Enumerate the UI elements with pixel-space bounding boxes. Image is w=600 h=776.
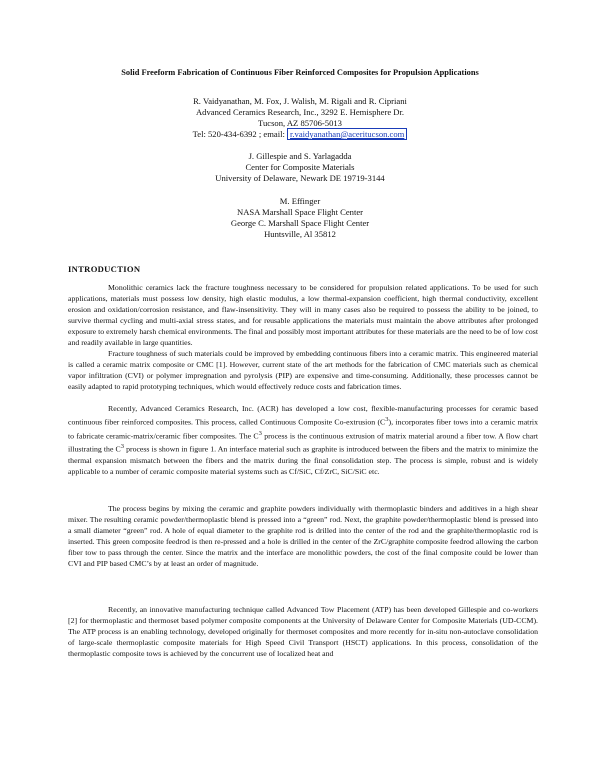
email-link[interactable]: r.vaidyanathan@aceritucson.com xyxy=(287,128,407,140)
paragraph-5-text: Recently, an innovative manufacturing technique called Advanced Tow Placement (ATP) has been developed Gillespie and co-workers [2] for thermoplastic and thermoset based polymer composite components at the University of Delaware Center for Composite Materials (UD-CCM). The ATP process is an enabling technology, developed originally for thermoset composites and more recently for in-situ non-autoclave consolidation of large-scale thermoplastic composite materials for High Speed Civil Transport (HSCT) applications. In this process, consolidation of the thermoplastic composite tows is achieved by the concurrent use of localized heat and xyxy=(68,605,538,659)
paragraph-1-text: Monolithic ceramics lack the fracture toughness necessary to be considered for propulsion related applications. To be used for such applications, materials must possess low density, high elastic modulus, a low thermal-expansion coefficient, high thermal conductivity, excellent erosion and oxidation/corrosion resistance, and flaw-insensitivity. They will in many cases also be required to possess the ability to be joined, to survive thermal cycling and multi-axial stress states, and for reusable applications the materials must maintain the above attributes after prolonged exposure to extremely harsh chemical environments. The final and possibly most important attributes for these materials are the need to be of low cost and readily available in large quantities. xyxy=(68,283,538,348)
city-nasa: Huntsville, Al 35812 xyxy=(264,228,336,239)
authors-udel: J. Gillespie and S. Yarlagadda xyxy=(248,151,352,161)
org-nasa: NASA Marshall Space Flight Center xyxy=(236,206,364,217)
p3-part-c: process is the continuous extrusion of matrix material around a fiber tow. A flow chart illustrating the C xyxy=(68,431,538,455)
paragraph-3 xyxy=(68,403,538,477)
contact-prefix: Tel: 520-434-6392 ; email: xyxy=(192,128,288,139)
p3-part-d: process is shown in figure 1. An interface material such as graphite is introduced between the fibers and the matrix to minimize the thermal expansion mismatch between the fibers and the matrix during the final consolidation step. The process is simple, robust and is widely applicable to a number of ceramic composite material systems such as Cf/SiC, Cf/ZrC, SiC/SiC etc. xyxy=(68,445,538,477)
org2-nasa: George C. Marshall Space Flight Center xyxy=(230,217,370,228)
paragraph-3-text xyxy=(68,403,538,477)
city-acr: Tucson, AZ 85706-5013 xyxy=(258,117,342,128)
paper-title: Solid Freeform Fabrication of Continuous Fiber Reinforced Composites for Propulsion Applications xyxy=(121,68,479,77)
city-udel: University of Delaware, Newark DE 19719-3144 xyxy=(215,172,385,183)
paragraph-2-text: Fracture toughness of such materials could be improved by embedding continuous fibers into a ceramic matrix. This engineered material is called a ceramic matrix composite or CMC [1]. However, current state of the art methods for the fabrication of CMC materials such as chemical vapor infiltration (CVI) or polymer impregnation and pyrolysis (PIP) are expensive and time-consuming. Additionally, these processes cannot be easily adapted to rapid prototyping techniques, which would effectively reduce costs and fabrication times. xyxy=(68,349,538,392)
p3-sup-2: 3 xyxy=(258,429,262,437)
paragraph-5 xyxy=(68,604,538,659)
affiliation-acr xyxy=(100,96,500,140)
affiliation-nasa xyxy=(100,196,500,240)
paragraph-2 xyxy=(68,348,538,392)
p3-part-b: ), incorporates fiber tows into a ceramic matrix to fabricate ceramic-matrix/ceramic fiber composites. The C xyxy=(68,417,538,441)
org-acr: Advanced Ceramics Research, Inc., 3292 E. Hemisphere Dr. xyxy=(195,106,405,117)
p3-sup-1: 3 xyxy=(385,416,389,424)
org-udel: Center for Composite Materials xyxy=(245,161,355,172)
contact-line xyxy=(100,129,500,140)
paragraph-4-text: The process begins by mixing the ceramic and graphite powders individually with thermoplastic binders and additives in a high shear mixer. The resulting ceramic powder/thermoplastic blend is pressed into a “green” rod. Next, the graphite powder/thermoplastic blend is pressed into a small diameter “green” rod. A hole of equal diameter to the graphite rod is drilled into the center of the rod and the graphite/thermoplastic rod is inserted. This green composite feedrod is then re-pressed and a hole is drilled in the center of the ZrC/graphite composite feedrod allowing the carbon fiber tow to pass through the center. Since the matrix and the interface are monolithic powders, the cost of the final composite could be lower than CVI and PIP based CMC’s by at least an order of magnitude. xyxy=(68,504,538,569)
p3-part-a: Recently, Advanced Ceramics Research, Inc. (ACR) has developed a low cost, flexible-manufacturing processes for ceramic based continuous fiber reinforced composites. This process, called Continuous Composite Co-extrusion (C xyxy=(68,404,538,427)
affiliation-udel xyxy=(100,151,500,184)
paragraph-4 xyxy=(68,503,538,570)
paragraph-1 xyxy=(68,282,538,349)
section-heading-introduction: INTRODUCTION xyxy=(68,264,141,274)
authors-acr: R. Vaidyanathan, M. Fox, J. Walish, M. Rigali and R. Cipriani xyxy=(193,96,407,106)
authors-nasa: M. Effinger xyxy=(279,196,321,206)
p3-sup-3: 3 xyxy=(120,443,124,451)
